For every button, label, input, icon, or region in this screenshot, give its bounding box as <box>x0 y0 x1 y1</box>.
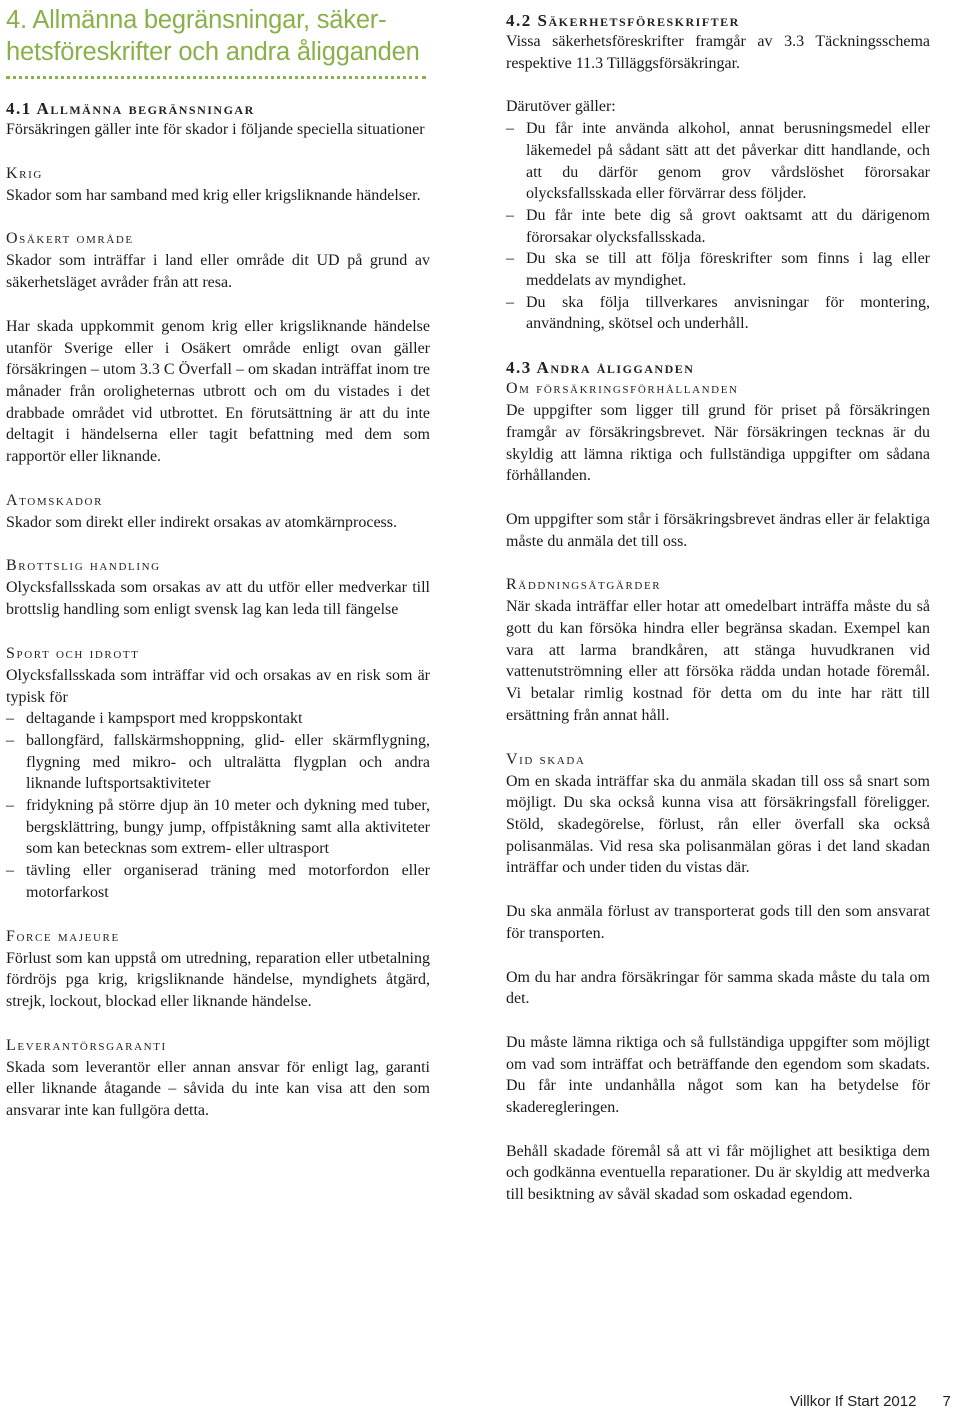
page-footer <box>790 1393 951 1410</box>
list-item: – deltagande i kampsport med kroppskontakt <box>6 708 430 730</box>
subheading-raddningsatgarder: Räddningsåtgärder <box>506 576 662 594</box>
paragraph-darutover: Därutöver gäller: <box>506 98 616 116</box>
paragraph-vid-skada-4: Du måste lämna riktiga och så fullständiga uppgifter som möjligt om vad som inträffat och beträffande den egendom som skadats. Du får inte undanhålla något som kan ha betydelse för skaderegleringen. <box>506 1033 930 1117</box>
list-item: – Du får inte bete dig så grovt oaktsamt att du därigenom förorsakar olycksfallsskada. <box>506 205 930 248</box>
paragraph-krig: Skador som har samband med krig eller krigsliknande händelser. <box>6 186 421 204</box>
subheading-vid-skada: Vid skada <box>506 750 586 768</box>
subheading-brottslig-handling: Brottslig handling <box>6 557 161 575</box>
list-item: – ballongfärd, fallskärmshoppning, glid- eller skärmflygning, flygning med mikro- och ultralätta flygplan och andra liknande luftsportsaktiviteter <box>6 730 430 795</box>
list-item: – tävling eller organiserad träning med motorfordon eller motorfarkost <box>6 860 430 903</box>
right-column <box>506 0 930 1206</box>
paragraph-vid-skada-5: Behåll skadade föremål så att vi får möjlighet att besiktiga dem och godkänna eventuella reparationer. Du är skyldig att medverka till besiktning av såväl skadad som oskadad egendom. <box>506 1142 930 1204</box>
list-item: – Du ska följa tillverkares anvisningar för montering, användning, skötsel och underhåll. <box>506 292 930 335</box>
list-item: – Du får inte använda alkohol, annat berusningsmedel eller läkemedel på sådant sätt att det påverkar ditt handlande, och att du därför genom grov vårdslöshet förorsakar olycksfallsskada eller förvärrar dess följder. <box>506 118 930 205</box>
paragraph-sport: Olycksfallsskada som inträffar vid och orsakas av en risk som är typisk för <box>6 666 430 706</box>
paragraph-vid-skada-3: Om du har andra försäkringar för samma skada måste du tala om det. <box>506 968 930 1008</box>
paragraph-brottslig-handling: Olycksfallsskada som orsakas av att du utför eller medverkar till brottslig handling som enligt svensk lag kan leda till fängelse <box>6 579 430 619</box>
page-title-line2: hetsföreskrifter och andra åligganden <box>6 38 420 66</box>
subheading-krig: Krig <box>6 164 43 182</box>
paragraph-vid-skada-2: Du ska anmäla förlust av transporterat gods till den som ansvarat för transporten. <box>506 903 930 942</box>
subheading-forsakringsforhallanden: Om försäkringsförhållanden <box>506 380 739 398</box>
subheading-osakert-omrade: Osäkert område <box>6 230 134 248</box>
page-title-line1: 4. Allmänna begränsningar, säker- <box>6 6 387 34</box>
section-heading-4-2: 4.2 Säkerhetsföreskrifter <box>506 11 740 30</box>
subheading-leverantorsgaranti: Leverantörsgaranti <box>6 1036 167 1054</box>
subheading-sport-och-idrott: Sport och idrott <box>6 644 140 662</box>
paragraph-osakert-1: Skador som inträffar i land eller område dit UD på grund av säkerhetsläget avråder från att resa. <box>6 252 430 292</box>
section-heading-4-3: 4.3 Andra åligganden <box>506 358 695 378</box>
subheading-force-majeure: Force majeure <box>6 927 120 945</box>
list-item: – Du ska se till att följa föreskrifter som finns i lag eller meddelats av myndighet. <box>506 248 930 291</box>
sakerhet-list <box>506 118 930 335</box>
section-heading-4-1: 4.1 Allmänna begränsningar <box>6 99 255 118</box>
paragraph-sakerhet-intro: Vissa säkerhetsföreskrifter framgår av 3.3 Täckningsschema respektive 11.3 Tilläggsförsäkringar. <box>506 33 930 72</box>
page-number: 7 <box>942 1393 951 1410</box>
paragraph-atomskador: Skador som direkt eller indirekt orsakas av atomkärnprocess. <box>6 513 397 531</box>
paragraph-leverantorsgaranti: Skada som leverantör eller annan ansvar för enligt lag, garanti eller liknande åtagande – såvida du inte kan visa att den som ansvarar inte kan fullgöra detta. <box>6 1058 430 1120</box>
section-intro: Försäkringen gäller inte för skador i följande speciella situationer <box>6 121 425 138</box>
page-title <box>6 4 430 68</box>
sport-list <box>6 708 430 903</box>
paragraph-osakert-2: Har skada uppkommit genom krig eller krigsliknande händelse utanför Sverige eller i Osäkert område enligt ovan gäller försäkringen – utom 3.3 C Överfall – om skadan inträffat inom tre månader från oroligheternas utbrott och om du vistades i det drabbade området vid utbrottet. En förutsättning är att du inte deltagit i händelserna eller tagit befattning med dem som rapportör eller liknande. <box>6 317 430 466</box>
paragraph-forhallanden-1: De uppgifter som ligger till grund för priset på försäkringen framgår av försäkringsbrevet. När försäkringen tecknas är du skyldig att lämna riktiga och fullständiga uppgifter om sådana förhållanden. <box>506 402 930 485</box>
paragraph-force-majeure: Förlust som kan uppstå om utredning, reparation eller utbetalning fördröjs pga krig, krigsliknande händelse, myndighets åtgärd, strejk, lockout, blockad eller liknande händelse. <box>6 949 430 1010</box>
footer-label: Villkor If Start 2012 <box>790 1393 917 1410</box>
left-column <box>6 0 430 1122</box>
paragraph-vid-skada-1: Om en skada inträffar ska du anmäla skadan till oss så snart som möjligt. Du ska också kunna visa att försäkringsfall föreligger. Stöld, skadegörelse, förlust, rån eller överfall ska också polisanmälas. Vid resa ska polisanmälan göras i det land skadan inträffar och under tiden du vistas där. <box>506 772 930 877</box>
subheading-atomskador: Atomskador <box>6 491 104 509</box>
paragraph-forhallanden-2: Om uppgifter som står i försäkringsbrevet ändras eller är felaktiga måste du anmäla det till oss. <box>506 510 930 550</box>
list-item: – fridykning på större djup än 10 meter och dykning med tuber, bergsklättring, bungy jump, offpiståkning samt alla aktiviteter som kan betecknas som extrem- eller ultrasport <box>6 795 430 860</box>
paragraph-raddningsatgarder: När skada inträffar eller hotar att omedelbart inträffa måste du så gott du kan försöka hindra eller begränsa skadan. Exempel kan vara att larma brandkåren, att stänga huvudkranen vid vattenutströmning eller att försöka rädda undan hotade föremål. Vi betalar rimlig kostnad för detta om du inte har rätt till ersättning från annat håll. <box>506 598 930 724</box>
